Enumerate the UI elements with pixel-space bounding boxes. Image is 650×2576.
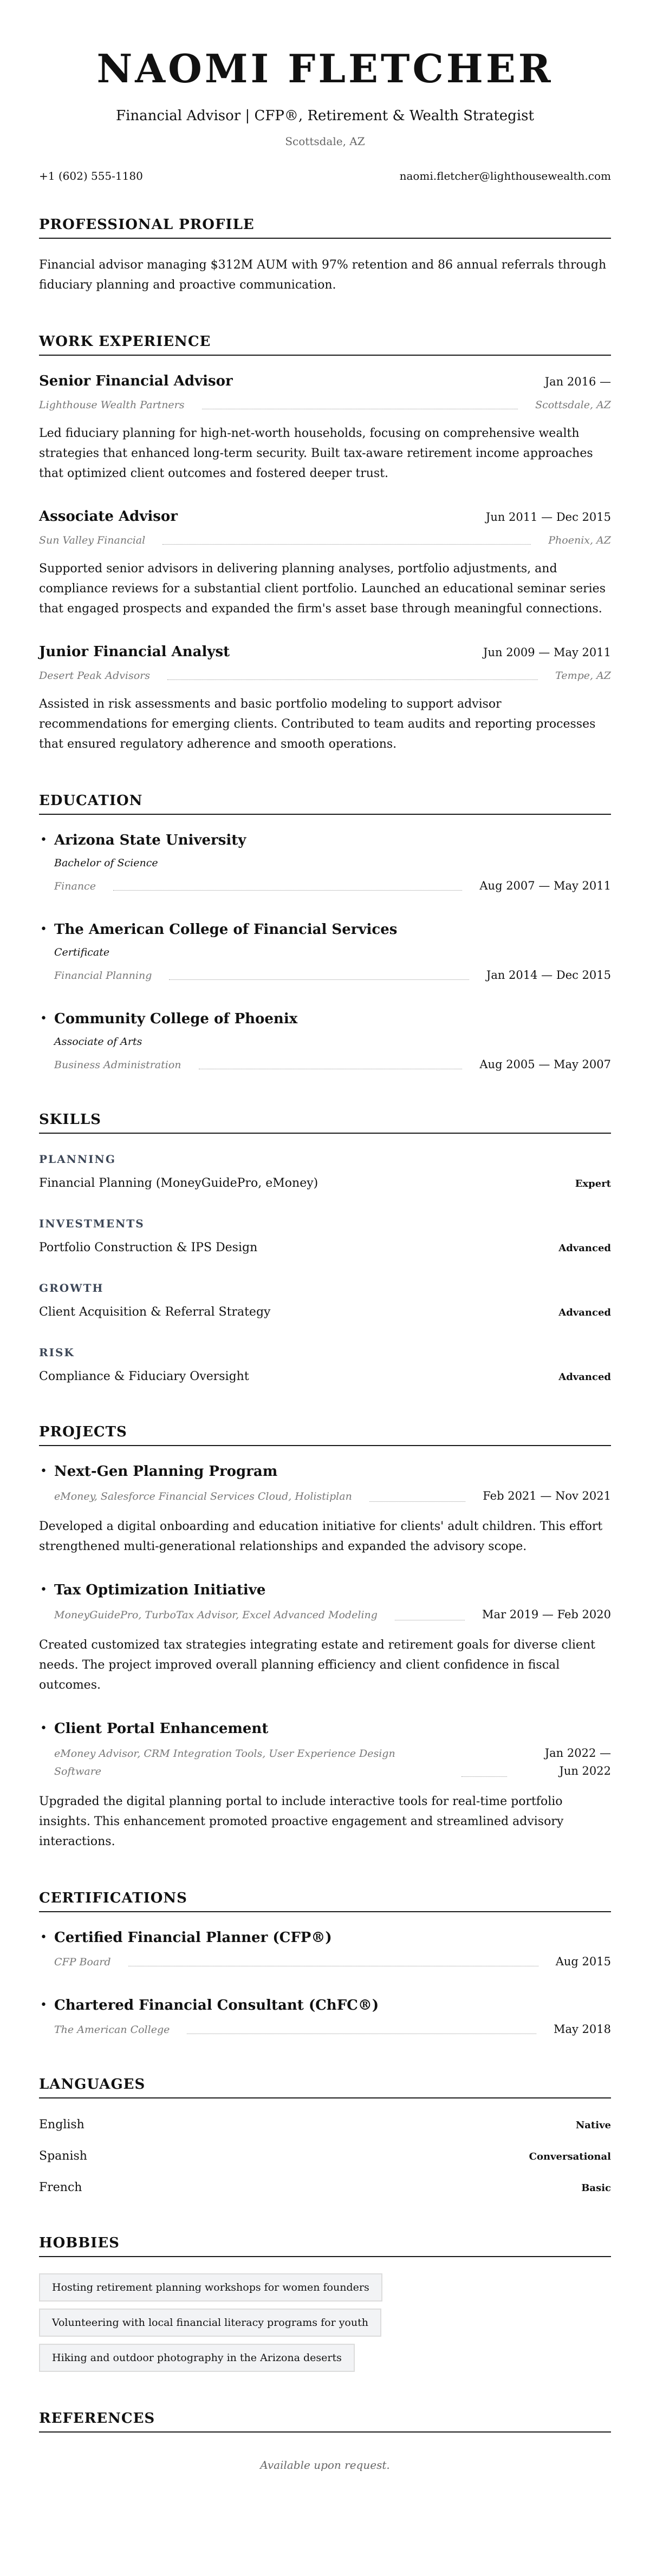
phone-number: +1 (602) 555-1180 <box>39 169 143 182</box>
education-section <box>39 792 611 1073</box>
certification-name: Chartered Financial Consultant (ChFC®) <box>54 1997 379 2013</box>
language-level: Native <box>575 2120 611 2131</box>
dotted-leader <box>461 1776 507 1777</box>
certification-name: Certified Financial Planner (CFP®) <box>54 1930 332 1946</box>
hobbies-section <box>39 2234 611 2372</box>
section-heading: PROJECTS <box>39 1423 611 1446</box>
bullet-icon: • <box>40 1998 47 2012</box>
job-location: Phoenix, AZ <box>548 534 611 546</box>
resume-header <box>39 45 611 184</box>
project-entry <box>39 1462 611 1557</box>
language-row <box>39 2180 611 2196</box>
hobby-tag: Hosting retirement planning workshops for women founders <box>39 2273 382 2302</box>
section-heading: EDUCATION <box>39 792 611 815</box>
skill-name: Client Acquisition & Referral Strategy <box>39 1305 271 1319</box>
section-heading: SKILLS <box>39 1111 611 1134</box>
job-description: Assisted in risk assessments and basic portfolio modeling to support advisor recommendations for emerging clients. Contributed to team audits and reporting processes that ensured regulatory adherence and smooth operations. <box>39 697 596 751</box>
skill-group <box>39 1281 611 1321</box>
projects-section <box>39 1423 611 1852</box>
education-entry <box>39 1010 611 1073</box>
dotted-leader <box>169 979 469 980</box>
project-dates: Feb 2021 — Nov 2021 <box>483 1489 611 1502</box>
section-heading: PROFESSIONAL PROFILE <box>39 216 611 239</box>
certification-entry <box>39 1996 611 2038</box>
job-dates: Jun 2011 — Dec 2015 <box>485 511 611 524</box>
skill-group <box>39 1152 611 1192</box>
field-of-study: Business Administration <box>54 1059 181 1071</box>
project-entry <box>39 1581 611 1695</box>
candidate-name: NAOMI FLETCHER <box>96 45 554 91</box>
languages-section <box>39 2076 611 2196</box>
project-dates: Jan 2022 — Jun 2022 <box>544 1747 611 1777</box>
language-row <box>39 2148 611 2165</box>
education-entry <box>39 831 611 894</box>
job-entry <box>39 507 611 619</box>
email-address[interactable]: naomi.fletcher@lighthousewealth.com <box>399 169 611 182</box>
education-entry <box>39 920 611 984</box>
job-dates: Jan 2016 — <box>544 375 611 388</box>
project-name: Next-Gen Planning Program <box>54 1463 278 1480</box>
hobby-tag: Hiking and outdoor photography in the Arizona deserts <box>39 2344 355 2372</box>
skill-group <box>39 1217 611 1257</box>
project-tech: eMoney, Salesforce Financial Services Cloud, Holistiplan <box>54 1490 352 1502</box>
job-entry <box>39 643 611 754</box>
skill-category: PLANNING <box>39 1153 116 1166</box>
language-row <box>39 2117 611 2134</box>
bullet-icon: • <box>40 1012 47 1025</box>
certification-issuer: CFP Board <box>54 1956 111 1968</box>
certification-date: Aug 2015 <box>555 1955 611 1968</box>
school-name: The American College of Financial Services <box>54 921 398 938</box>
dotted-leader <box>113 890 462 891</box>
education-dates: Aug 2007 — May 2011 <box>479 879 611 892</box>
company-name: Lighthouse Wealth Partners <box>39 399 185 411</box>
field-of-study: Finance <box>54 880 96 892</box>
school-name: Community College of Phoenix <box>54 1011 298 1027</box>
profile-summary: Financial advisor managing $312M AUM with 97% retention and 86 annual referrals through fiduciary planning and proactive communication. <box>39 258 607 292</box>
certification-date: May 2018 <box>553 2023 611 2036</box>
skill-category: GROWTH <box>39 1282 104 1294</box>
language-name: Spanish <box>39 2149 87 2163</box>
language-level: Basic <box>581 2182 611 2194</box>
project-name: Client Portal Enhancement <box>54 1721 269 1737</box>
skill-group <box>39 1345 611 1385</box>
references-note: Available upon request. <box>260 2459 390 2472</box>
skill-level: Advanced <box>558 1243 611 1254</box>
skill-name: Portfolio Construction & IPS Design <box>39 1241 258 1254</box>
field-of-study: Financial Planning <box>54 970 152 982</box>
dotted-leader <box>369 1501 465 1502</box>
section-heading: HOBBIES <box>39 2234 611 2257</box>
degree: Associate of Arts <box>54 1036 142 1048</box>
bullet-icon: • <box>40 1931 47 1944</box>
degree: Bachelor of Science <box>54 857 158 869</box>
education-dates: Jan 2014 — Dec 2015 <box>486 969 611 982</box>
skill-name: Compliance & Fiduciary Oversight <box>39 1370 249 1383</box>
project-tech: MoneyGuidePro, TurboTax Advisor, Excel Advanced Modeling <box>54 1609 378 1621</box>
job-description: Supported senior advisors in delivering planning analyses, portfolio adjustments, and compliance reviews for a substantial client portfolio. Launched an educational seminar series that engaged prospects and expanded the firm's asset base through meaningful connections. <box>39 562 606 616</box>
language-level: Conversational <box>529 2151 611 2162</box>
school-name: Arizona State University <box>54 832 246 848</box>
job-title: Associate Advisor <box>39 508 178 525</box>
experience-section <box>39 333 611 754</box>
job-title: Junior Financial Analyst <box>39 644 230 660</box>
section-heading: REFERENCES <box>39 2410 611 2433</box>
section-heading: CERTIFICATIONS <box>39 1889 611 1912</box>
section-heading: WORK EXPERIENCE <box>39 333 611 356</box>
job-dates: Jun 2009 — May 2011 <box>483 646 611 659</box>
skill-level: Expert <box>575 1178 611 1189</box>
company-name: Desert Peak Advisors <box>39 670 151 682</box>
certification-entry <box>39 1928 611 1970</box>
skill-level: Advanced <box>558 1371 611 1383</box>
bullet-icon: • <box>40 1464 47 1478</box>
bullet-icon: • <box>40 833 47 847</box>
references-section <box>39 2410 611 2473</box>
skills-section <box>39 1111 611 1385</box>
dotted-leader <box>162 544 531 545</box>
certifications-section <box>39 1889 611 2038</box>
dotted-leader <box>167 679 538 680</box>
skill-name: Financial Planning (MoneyGuidePro, eMoney) <box>39 1176 318 1190</box>
job-location: Scottsdale, AZ <box>535 399 611 411</box>
project-description: Upgraded the digital planning portal to include interactive tools for real-time portfolio insights. This enhancement promoted proactive engagement and streamlined advisory interactions. <box>39 1795 564 1848</box>
hobby-tag: Volunteering with local financial literacy programs for youth <box>39 2309 381 2337</box>
degree: Certificate <box>54 946 110 958</box>
contact-row <box>39 168 611 184</box>
project-description: Developed a digital onboarding and education initiative for clients' adult children. This effort strengthened multi-generational relationships and expanded the advisory scope. <box>39 1520 603 1553</box>
candidate-headline: Financial Advisor | CFP®, Retirement & Wealth Strategist <box>116 108 534 124</box>
job-location: Tempe, AZ <box>555 670 611 682</box>
language-name: English <box>39 2118 84 2132</box>
skill-level: Advanced <box>558 1307 611 1318</box>
project-description: Created customized tax strategies integrating estate and retirement goals for diverse client needs. The project improved overall planning efficiency and client confidence in fiscal outcomes. <box>39 1638 595 1692</box>
certification-issuer: The American College <box>54 2024 170 2036</box>
education-dates: Aug 2005 — May 2007 <box>479 1058 611 1071</box>
job-description: Led fiduciary planning for high-net-worth households, focusing on comprehensive wealth strategies that enhanced long-term security. Built tax-aware retirement income approaches that optimized client outcomes and fostered deeper trust. <box>39 427 593 480</box>
candidate-location: Scottsdale, AZ <box>285 135 365 148</box>
project-name: Tax Optimization Initiative <box>54 1582 266 1598</box>
bullet-icon: • <box>40 1583 47 1597</box>
project-tech: eMoney Advisor, CRM Integration Tools, User Experience Design Software <box>54 1748 395 1777</box>
bullet-icon: • <box>40 923 47 936</box>
job-entry <box>39 372 611 483</box>
job-title: Senior Financial Advisor <box>39 373 233 389</box>
language-name: French <box>39 2181 82 2194</box>
profile-section <box>39 216 611 295</box>
project-entry <box>39 1719 611 1852</box>
skill-category: RISK <box>39 1346 75 1359</box>
section-heading: LANGUAGES <box>39 2076 611 2098</box>
skill-category: INVESTMENTS <box>39 1217 145 1230</box>
bullet-icon: • <box>40 1722 47 1735</box>
project-dates: Mar 2019 — Feb 2020 <box>482 1608 611 1621</box>
company-name: Sun Valley Financial <box>39 534 146 546</box>
